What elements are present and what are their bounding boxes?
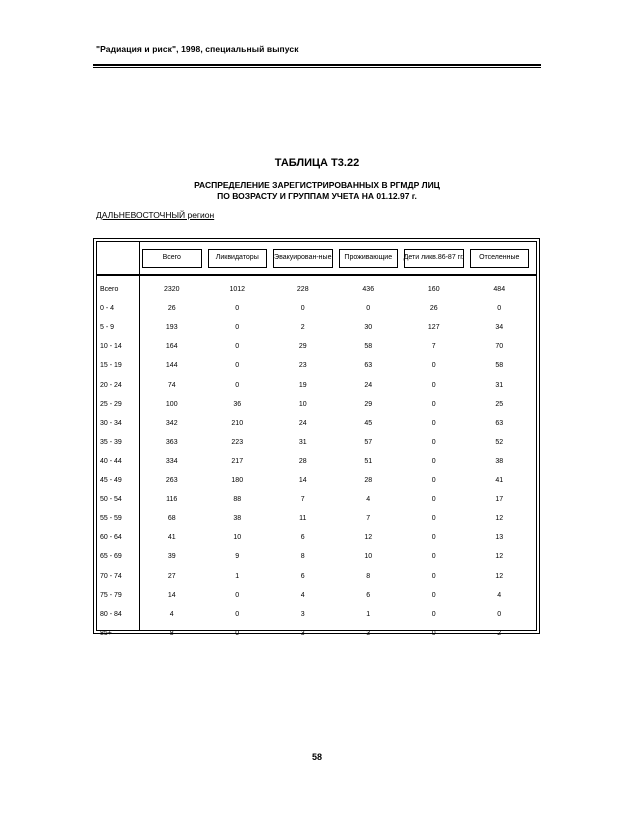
table-cell: 0: [431, 572, 436, 580]
table-cell: 0: [497, 305, 502, 313]
column-header-line: ные: [318, 253, 332, 261]
table-cell: 58: [495, 362, 504, 370]
table-cell: 436: [362, 286, 375, 293]
table-cell: 28: [364, 477, 373, 484]
table-subtitle: [93, 180, 541, 202]
table-cell: 31: [298, 438, 307, 446]
table-cell: 2: [300, 324, 305, 332]
table-row: [97, 318, 536, 337]
table-cell: 0: [431, 457, 436, 465]
table-cell: 0: [300, 305, 305, 313]
row-label: 50 - 54: [100, 496, 122, 504]
table-cell: 74: [167, 381, 176, 389]
table-cell: 12: [495, 572, 504, 580]
table-cell: 4: [169, 610, 174, 618]
table-row: [97, 528, 536, 547]
table-inner-border: [96, 241, 537, 637]
table-cell: 116: [166, 496, 178, 504]
table-row: [97, 433, 536, 452]
table-cell: 263: [165, 477, 178, 484]
table-cell: 28: [298, 457, 307, 465]
row-label: 35 - 39: [100, 438, 122, 446]
table-row: [97, 605, 536, 624]
table-cell: 24: [298, 419, 307, 427]
region-label: ДАЛЬНЕВОСТОЧНЫЙ регион: [96, 210, 215, 220]
table-cell: 68: [167, 515, 176, 523]
table-cell: 7: [366, 515, 371, 523]
table-cell: 3: [300, 610, 305, 618]
column-header-line: Всего: [162, 253, 181, 261]
table-cell: 0: [235, 381, 240, 389]
table-cell: 25: [495, 400, 504, 408]
table-cell: 164: [165, 343, 178, 351]
row-label: 70 - 74: [100, 572, 122, 580]
table-title: ТАБЛИЦА Т3.22: [274, 157, 360, 169]
column-header-line: Эвакуирован-: [274, 253, 319, 261]
table-cell: 0: [366, 305, 371, 313]
table-cell: 12: [495, 553, 504, 561]
table-cell: 36: [233, 400, 242, 408]
table-cell: 0: [431, 496, 436, 504]
table-cell: 57: [364, 438, 373, 446]
column-header-line: Проживающие: [344, 253, 393, 261]
table-row: [97, 376, 536, 395]
table-cell: 0: [235, 305, 240, 313]
table-cell: 10: [233, 534, 242, 542]
table-cell: 26: [167, 305, 176, 313]
table-cell: 180: [231, 477, 244, 484]
running-head: "Радиация и риск", 1998, специальный выпуск: [96, 44, 299, 54]
table-cell: 58: [364, 343, 373, 351]
table-row: [97, 337, 536, 356]
table-cell: 0: [431, 591, 436, 599]
table-cell: 0: [431, 400, 436, 408]
table-cell: 0: [497, 610, 502, 618]
table-cell: 0: [235, 362, 240, 370]
row-label: 75 - 79: [100, 591, 122, 599]
row-label: 15 - 19: [100, 362, 122, 370]
table-cell: 24: [364, 381, 373, 389]
table-cell: 6: [300, 572, 305, 580]
table-cell: 30: [364, 324, 373, 332]
table-cell: 88: [233, 496, 242, 504]
table-cell: 0: [431, 553, 436, 561]
table-cell: 27: [167, 572, 176, 580]
table-row: [97, 299, 536, 318]
table-cell: 38: [233, 515, 242, 523]
table-row: [97, 547, 536, 566]
table-cell: 6: [300, 534, 305, 542]
table-cell: 41: [495, 477, 504, 484]
table-cell: 13: [495, 534, 504, 542]
table-row: [97, 586, 536, 605]
table-cell: 1012: [229, 286, 246, 293]
table-cell: 228: [296, 286, 309, 293]
table-cell: 1: [235, 572, 240, 580]
table-cell: 26: [429, 305, 438, 313]
table-cell: 0: [431, 362, 436, 370]
row-label: 30 - 34: [100, 419, 122, 427]
table-cell: 7: [431, 343, 436, 351]
table-cell: 17: [495, 496, 504, 504]
table-row: [97, 414, 536, 433]
table-cell: 144: [165, 362, 178, 370]
table-cell: 70: [495, 343, 504, 351]
table-cell: 363: [165, 438, 178, 446]
table-cell: 14: [167, 591, 176, 599]
table-cell: 0: [235, 343, 240, 351]
column-header-line: Дети ликв.: [403, 253, 438, 261]
table-cell: 31: [495, 381, 504, 389]
row-label: 85+: [100, 629, 112, 637]
table-cell: 334: [165, 457, 178, 465]
table-cell: 0: [431, 438, 436, 446]
row-label: 55 - 59: [100, 515, 122, 523]
table-cell: 127: [427, 324, 440, 332]
row-label: 40 - 44: [100, 457, 122, 465]
table-cell: 217: [231, 457, 244, 465]
subtitle-line-2: ПО ВОЗРАСТУ И ГРУППАМ УЧЕТА НА 01.12.97 г.: [217, 191, 417, 201]
table-cell: 11: [299, 515, 307, 523]
table-row: [97, 490, 536, 509]
table-cell: 8: [169, 629, 174, 637]
data-table: [93, 238, 540, 637]
table-row: [97, 356, 536, 375]
table-cell: 7: [300, 496, 305, 504]
table-cell: 2: [497, 629, 502, 637]
column-header-line: Ликвидаторы: [215, 253, 259, 261]
table-cell: 0: [235, 610, 240, 618]
row-label: 45 - 49: [100, 477, 122, 484]
table-cell: 34: [495, 324, 504, 332]
table-cell: 14: [298, 477, 307, 484]
table-cell: 0: [431, 515, 436, 523]
column-header-line: 86-87 гг.: [437, 253, 464, 261]
table-row: [97, 509, 536, 528]
table-cell: 0: [235, 629, 240, 637]
table-row: [97, 395, 536, 414]
table-cell: 0: [431, 477, 436, 484]
table-cell: 12: [495, 515, 504, 523]
table-cell: 193: [165, 324, 178, 332]
table-cell: 23: [298, 362, 307, 370]
table-cell: 51: [364, 457, 373, 465]
header-rule: [93, 64, 541, 68]
table-cell: 2320: [163, 286, 180, 293]
table-cell: 484: [493, 286, 506, 293]
table-cell: 6: [366, 591, 371, 599]
table-cell: 4: [366, 496, 371, 504]
row-label: 5 - 9: [100, 324, 115, 332]
table-cell: 38: [495, 457, 504, 465]
column-header: [467, 242, 533, 274]
table-row: [97, 280, 536, 299]
table-cell: 63: [364, 362, 373, 370]
page-number: 58: [311, 752, 322, 762]
table-cell: 223: [231, 438, 244, 446]
header-separator: [97, 274, 536, 276]
table-cell: 29: [364, 400, 373, 408]
table-cell: 10: [364, 553, 373, 561]
table-cell: 19: [298, 381, 307, 389]
table-cell: 29: [298, 343, 307, 351]
table-cell: 3: [366, 629, 371, 637]
table-cell: 0: [235, 324, 240, 332]
column-header: [270, 242, 336, 274]
table-row: [97, 624, 536, 643]
table-row: [97, 452, 536, 471]
table-cell: 0: [431, 610, 436, 618]
table-cell: 52: [495, 438, 504, 446]
table-cell: 0: [431, 534, 436, 542]
table-cell: 4: [497, 591, 502, 599]
table-row: [97, 567, 536, 586]
table-cell: 41: [167, 534, 176, 542]
table-cell: 1: [366, 610, 371, 618]
table-cell: 0: [235, 591, 240, 599]
table-cell: 8: [300, 553, 305, 561]
table-cell: 63: [495, 419, 504, 427]
row-label: 0 - 4: [100, 305, 115, 313]
table-cell: 160: [427, 286, 440, 293]
table-cell: 39: [167, 553, 176, 561]
row-label: 65 - 69: [100, 553, 122, 561]
table-cell: 210: [231, 419, 244, 427]
row-label: Всего: [100, 286, 119, 293]
table-cell: 45: [364, 419, 373, 427]
subtitle-line-1: РАСПРЕДЕЛЕНИЕ ЗАРЕГИСТРИРОВАННЫХ В РГМДР ЛИЦ: [194, 180, 440, 190]
table-cell: 4: [300, 591, 305, 599]
table-cell: 342: [165, 419, 178, 427]
row-label: 80 - 84: [100, 610, 122, 618]
row-label: 60 - 64: [100, 534, 122, 542]
row-label: 10 - 14: [100, 343, 122, 351]
table-cell: 100: [165, 400, 178, 408]
table-cell: 0: [431, 381, 436, 389]
row-label: 20 - 24: [100, 381, 122, 389]
table-cell: 12: [364, 534, 373, 542]
table-cell: 8: [366, 572, 371, 580]
table-cell: 0: [431, 419, 436, 427]
table-cell: 9: [235, 553, 240, 561]
column-header: [205, 242, 271, 274]
table-cell: 3: [300, 629, 305, 637]
table-cell: 0: [431, 629, 436, 637]
table-row: [97, 471, 536, 490]
row-label: 25 - 29: [100, 400, 122, 408]
table-cell: 10: [298, 400, 307, 408]
column-header: [139, 242, 205, 274]
column-header: [401, 242, 467, 274]
column-header-line: Отселенные: [479, 253, 520, 261]
column-header: [336, 242, 402, 274]
